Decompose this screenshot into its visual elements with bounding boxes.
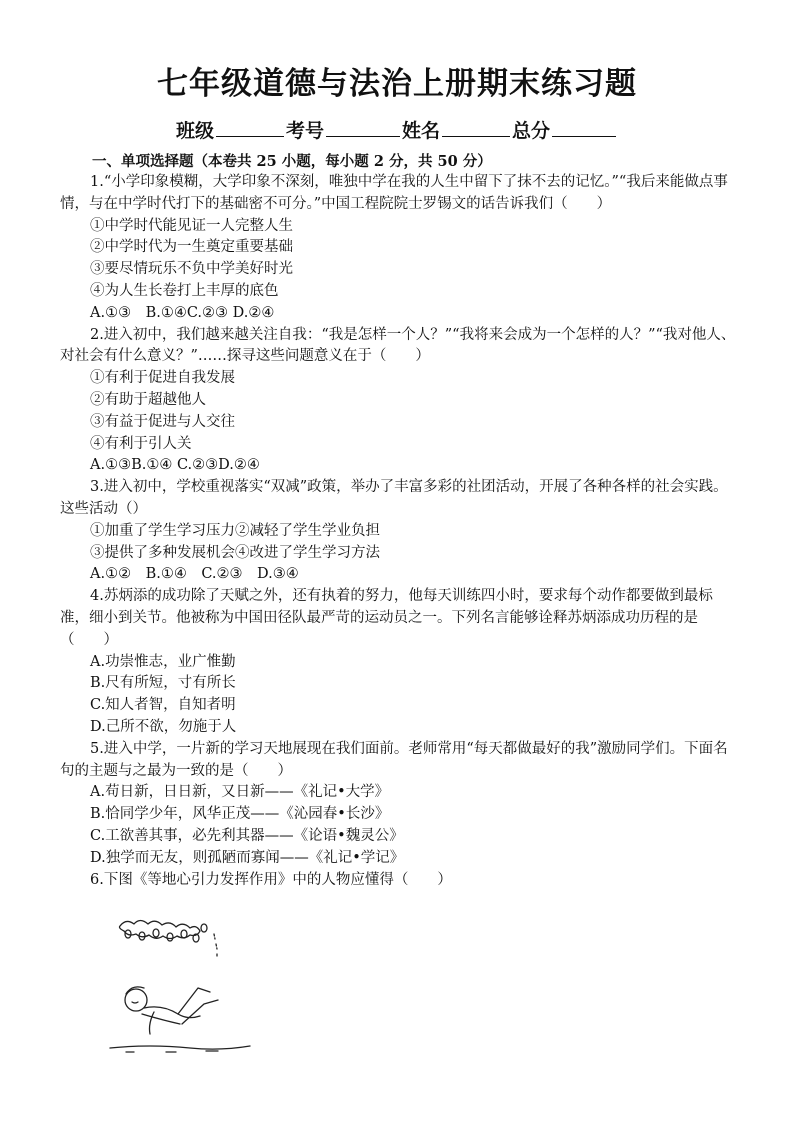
answer-option: D.己所不欲，勿施于人 bbox=[90, 718, 237, 735]
answer-option: ③有益于促进与人交往 bbox=[90, 413, 235, 430]
name-label: 姓名 bbox=[402, 120, 441, 142]
answer-option: ①中学时代能见证一人完整人生 bbox=[90, 217, 293, 234]
ground-line bbox=[110, 1046, 250, 1049]
page-title: 七年级道德与法治上册期末练习题 bbox=[157, 66, 637, 102]
answer-option: ②有助于超越他人 bbox=[90, 391, 206, 408]
answer-option: ③要尽情玩乐不负中学美好时光 bbox=[90, 261, 293, 278]
exam-no-blank[interactable] bbox=[326, 118, 400, 137]
question-stem: 5.进入中学，一片新的学习天地展现在我们面前。老师常用“每天都做最好的我”激励同学们。下面名句的主题与之最为一致的是（ ） bbox=[60, 740, 728, 779]
answer-option: ③提供了多种发展机会④改进了学生学习方法 bbox=[90, 544, 380, 561]
cartoon-illustration bbox=[106, 914, 266, 1064]
section-heading: 一、单项选择题（本卷共 25 小题，每小题 2 分，共 50 分） bbox=[92, 153, 492, 170]
name-blank[interactable] bbox=[442, 118, 510, 137]
answer-option: B.恰同学少年，风华正茂——《沁园春•长沙》 bbox=[90, 806, 390, 823]
answer-option: ①加重了学生学习压力②减轻了学生学业负担 bbox=[90, 522, 380, 539]
answer-option: ④为人生长卷打上丰厚的底色 bbox=[90, 282, 279, 299]
exam-no-label: 考号 bbox=[285, 120, 324, 142]
answer-option: C.工欲善其事，必先利其器——《论语•魏灵公》 bbox=[90, 827, 404, 844]
score-blank[interactable] bbox=[552, 118, 616, 137]
answer-option: A.苟日新，日日新，又日新——《礼记•大学》 bbox=[90, 784, 390, 801]
answer-choices: A.①③B.①④ C.②③D.②④ bbox=[90, 457, 260, 474]
class-blank[interactable] bbox=[216, 118, 284, 137]
question-stem: 6.下图《等地心引力发挥作用》中的人物应懂得（ ） bbox=[90, 871, 452, 888]
tree-foliage bbox=[120, 921, 201, 939]
answer-option: C.知人者智，自知者明 bbox=[90, 697, 236, 714]
answer-option: A.功崇惟志，业广惟勤 bbox=[90, 653, 236, 670]
question-stem: 4.苏炳添的成功除了天赋之外，还有执着的努力，他每天训练四小时，要求每个动作都要做到最标准，细小到关节。他被称为中国田径队最严苛的运动员之一。下列名言能够诠释苏炳添成功历程的是（ ） bbox=[60, 588, 713, 648]
answer-option: ④有利于引人关 bbox=[90, 435, 192, 452]
score-label: 总分 bbox=[512, 120, 551, 142]
question-list bbox=[60, 172, 740, 891]
student-info-line bbox=[0, 116, 794, 143]
class-label: 班级 bbox=[175, 120, 214, 142]
question-stem: 2.进入初中，我们越来越关注自我：“我是怎样一个人？”“我将来会成为一个怎样的人？”“我对他人、对社会有什么意义？”……探寻这些问题意义在于（ ） bbox=[60, 326, 736, 365]
answer-option: ②中学时代为一生奠定重要基础 bbox=[90, 239, 293, 256]
answer-option: B.尺有所短，寸有所长 bbox=[90, 675, 236, 692]
answer-option: ①有利于促进自我发展 bbox=[90, 370, 235, 387]
answer-choices: A.①② B.①④ C.②③ D.③④ bbox=[90, 566, 299, 583]
answer-option: D.独学而无友，则孤陋而寡闻——《礼记•学记》 bbox=[90, 849, 405, 866]
answer-choices: A.①③ B.①④C.②③ D.②④ bbox=[90, 304, 275, 321]
question-stem: 3.进入初中，学校重视落实“双减”政策，举办了丰富多彩的社团活动，开展了各种各样的社会实践。这些活动（） bbox=[60, 479, 728, 517]
question-stem: 1.“小学印象模糊，大学印象不深刻，唯独中学在我的人生中留下了抹不去的记忆。”“我后来能做点事情，与在中学时代打下的基础密不可分。”中国工程院院士罗锡文的话告诉我们（ ） bbox=[60, 174, 728, 212]
